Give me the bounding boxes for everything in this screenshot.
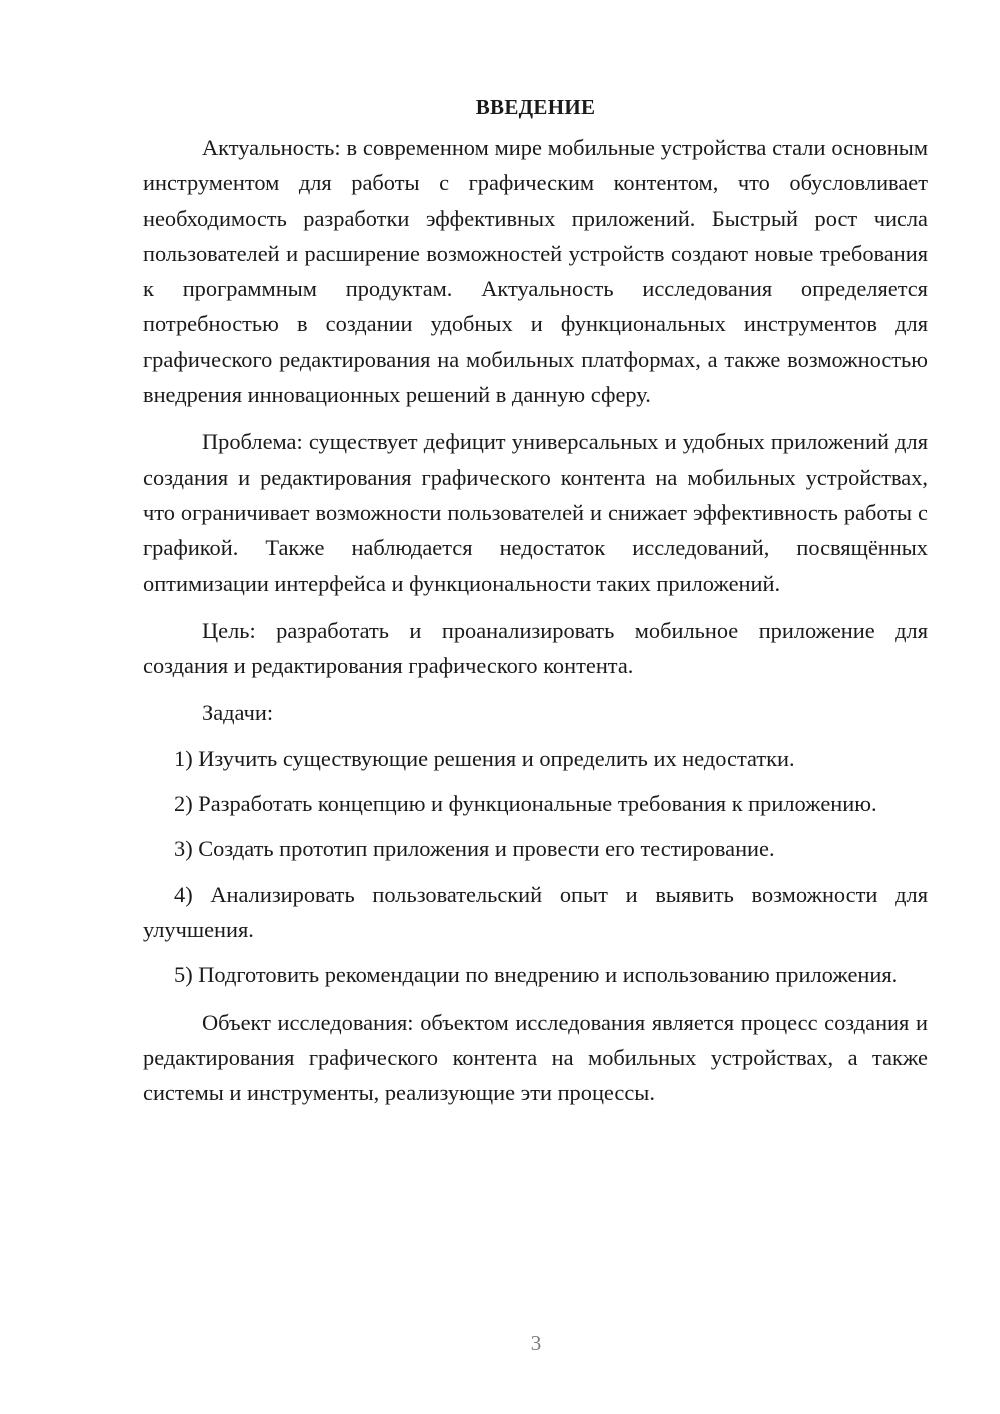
page-number: 3 — [530, 1331, 542, 1355]
task-item-5: 5) Подготовить рекомендации по внедрению и использованию приложения. — [174, 962, 898, 988]
task-item-1: 1) Изучить существующие решения и определить их недостатки. — [174, 745, 795, 771]
tasks-list — [143, 741, 928, 993]
paragraph-problem: Проблема: существует дефицит универсальных и удобных приложений для создания и редактирования графического контента на мобильных устройствах, что ограничивает возможности пользователей и снижает эффективность работы с графикой. Также наблюдается недостаток исследований, посвящённых оптимизации интерфейса и функциональности таких приложений. — [143, 429, 928, 596]
paragraph-object: Объект исследования: объектом исследования является процесс создания и редактирования графического контента на мобильных устройствах, а также системы и инструменты, реализующие эти процессы. — [143, 1009, 928, 1106]
section-title: ВВЕДЕНИЕ — [475, 95, 596, 119]
tasks-heading: Задачи: — [202, 700, 274, 726]
task-item-3: 3) Создать прототип приложения и провести его тестирование. — [174, 836, 775, 862]
task-item-4: 4) Анализировать пользовательский опыт и выявить возможности для улучшения. — [143, 881, 928, 942]
paragraph-relevance: Актуальность: в современном мире мобильные устройства стали основным инструментом для работы с графическим контентом, что обусловливает необходимость разработки эффективных приложений. Быстрый рост числа пользователей и расширение возможностей устройств создают новые требования к программным продуктам. Актуальность исследования определяется потребностью в создании удобных и функциональных инструментов для графического редактирования на мобильных платформах, а также возможностью внедрения инновационных решений в данную сферу. — [143, 135, 928, 408]
paragraph-goal: Цель: разработать и проанализировать мобильное приложение для создания и редактирования графического контента. — [143, 617, 928, 679]
document-page — [143, 90, 928, 1110]
task-item-2: 2) Разработать концепцию и функциональные требования к приложению. — [174, 791, 877, 817]
